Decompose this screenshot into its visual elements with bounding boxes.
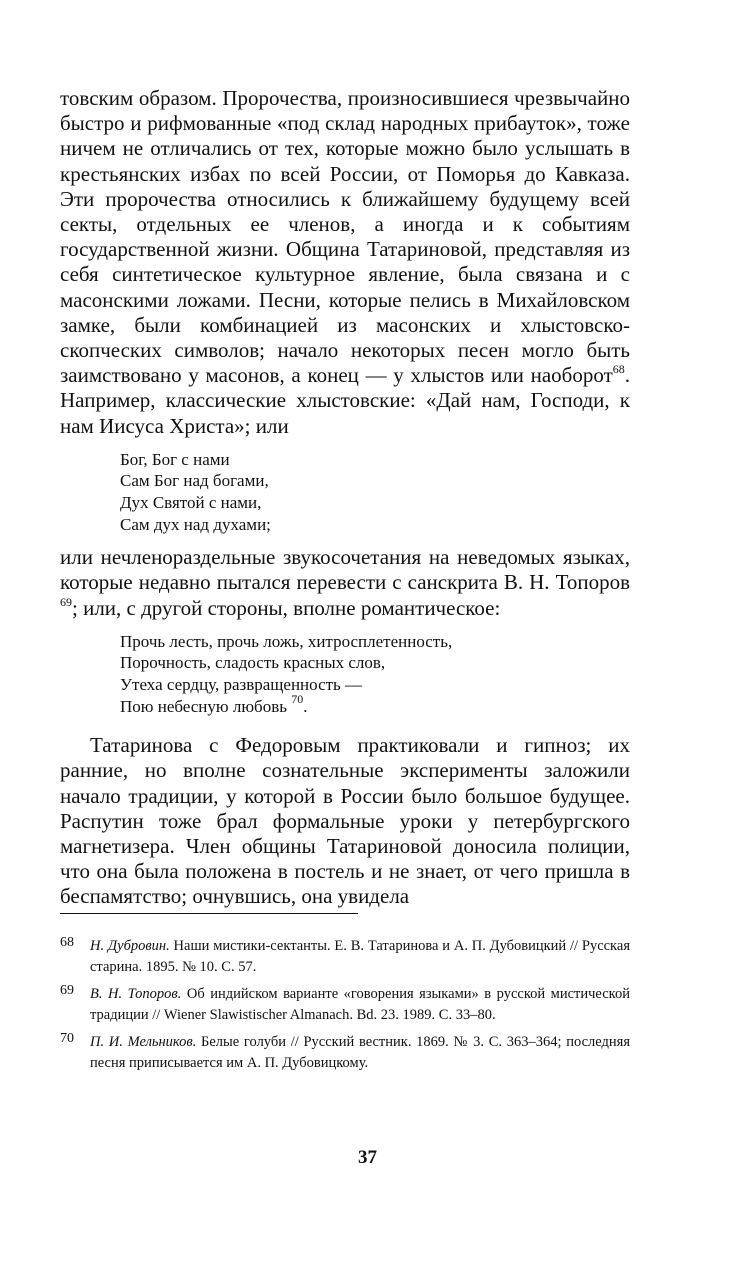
footnote-number: 69 [60, 983, 74, 998]
paragraph-text-tail: ; или, с другой стороны, вполне романтическое: [72, 595, 501, 620]
page-number: 37 [358, 1147, 377, 1168]
footnote-text: Наши мистики-сектанты. Е. В. Татаринова и А. П. Дубовицкий // Русская старина. 1895. № 10. С. 57. [90, 938, 630, 975]
verse-line: Порочность, сладость красных слов, [120, 653, 386, 673]
verse-line: Сам дух над духами; [120, 514, 271, 534]
verse-line: Прочь лесть, прочь ложь, хитросплетенность, [120, 631, 453, 651]
verse-1 [60, 449, 630, 535]
verse-line-text: Пою небесную любовь [120, 696, 287, 716]
footnote-author: Н. Дубровин. [90, 938, 170, 954]
verse-line: Утеха сердцу, развращенность — [120, 675, 363, 695]
verse-2 [60, 631, 630, 717]
verse-line-last [120, 691, 630, 718]
paragraph-text-tail: . Например, классические хлыстовские: «Дай нам, Господи, к нам Иисуса Христа»; или [60, 363, 630, 438]
footnote-author: П. И. Мельников. [90, 1034, 197, 1050]
footnote-text: Белые голуби // Русский вестник. 1869. № 3. С. 363–364; последняя песня приписывается им А. П. Дубовицкому. [90, 1034, 630, 1071]
paragraph-1 [60, 86, 630, 439]
footnote-number: 68 [60, 935, 74, 950]
main-text [60, 86, 630, 910]
verse-line-end: . [303, 696, 308, 716]
footnote-ref-69[interactable]: 69 [60, 594, 72, 609]
footnote-author: В. Н. Топоров. [90, 986, 182, 1002]
footnote-68 [60, 936, 630, 977]
footnote-number: 70 [60, 1031, 74, 1046]
footnote-ref-70[interactable]: 70 [291, 691, 304, 706]
verse-line: Бог, Бог с нами [120, 449, 230, 469]
verse-line: Дух Святой с нами, [120, 493, 262, 513]
footnote-divider [60, 913, 358, 914]
footnotes [60, 936, 630, 1080]
verse-line: Сам Бог над богами, [120, 471, 269, 491]
footnote-70 [60, 1032, 630, 1073]
footnote-text: Об индийском варианте «говорения языками» в русской мистической традиции // Wiener Slawistischer Almanach. Bd. 23. 1989. С. 33–80. [90, 986, 630, 1023]
paragraph-text: товским образом. Пророчества, произносившиеся чрезвычайно быстро и рифмованные «под склад народных прибауток», тоже ничем не отличались от тех, которые можно было услышать в крестьянских избах по всей России, от Поморья до Кавказа. Эти пророчества относились к ближайшему будущему всей секты, отдельных ее членов, а иногда и к событиям государственной жизни. Община Татариновой, представляя из себя синтетическое культурное явление, была связана и с масонскими ложами. Песни, которые пелись в Михайловском замке, были комбинацией из масонских и хлыстовско-скопческих символов; начало некоторых песен могло быть заимствовано у масонов, а конец — у хлыстов или наоборот [60, 86, 630, 388]
footnote-69 [60, 984, 630, 1025]
footnote-ref-68[interactable]: 68 [612, 362, 625, 377]
paragraph-2 [60, 545, 630, 621]
paragraph-text: или нечленораздельные звукосочетания на неведомых языках, которые недавно пытался перевести с санскрита В. Н. Топоров [60, 545, 630, 595]
paragraph-3: Татаринова с Федоровым практиковали и гипноз; их ранние, но вполне сознательные эксперименты заложили начало традиции, у которой в России было большое будущее. Распутин тоже брал формальные уроки у петербургского магнетизера. Член общины Татариновой доносила полиции, что она была положена в постель и не знает, от чего пришла в беспамятство; очнувшись, она увидела [60, 733, 630, 909]
